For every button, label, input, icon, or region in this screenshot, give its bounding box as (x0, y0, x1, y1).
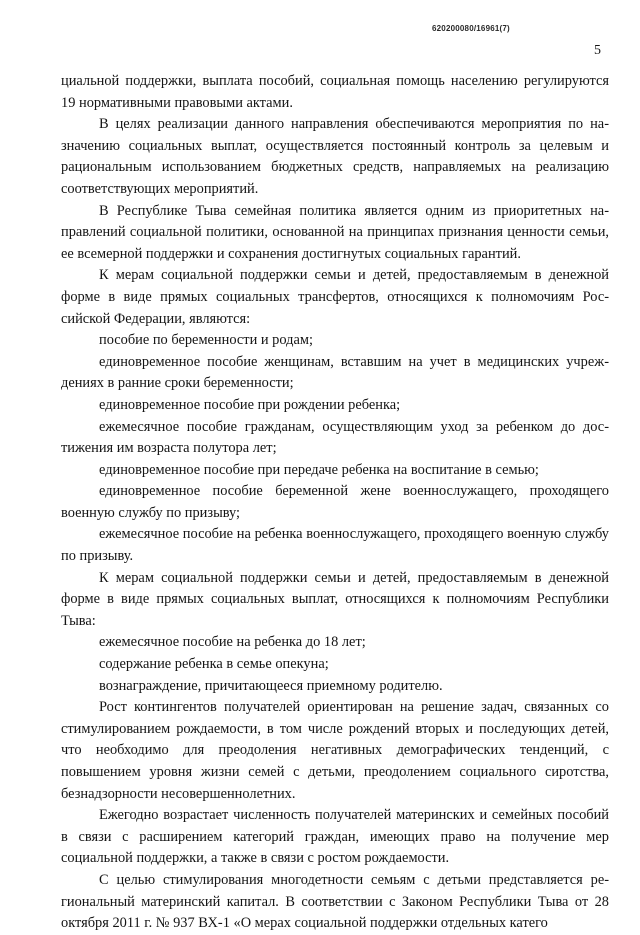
list-item: единовременное пособие при рождении ребенка; (99, 396, 401, 413)
paragraph: К мерам социальной поддержки семьи и детей, предоставляемым в денежной форме в виде прямых социальных трансфертов, относящихся к полномочиям Российской Федерации, являются: (61, 267, 609, 327)
list-item: единовременное пособие беременной жене военнослужащего, проходящего военную службу по призыву; (61, 483, 609, 521)
list-item: ежемесячное пособие на ребенка до 18 лет; (99, 634, 366, 651)
paragraph: Рост контингентов получателей ориентирован на решение задач, связанных со стимулированием рождаемости, в том числе рождений вторых и последующих детей, что необходимо для преодоления негативных демографических тенденций, с повышением уровня жизни семей с детьми, преодолением социального сиротства, безнадзорности несовершеннолетних. (61, 699, 609, 802)
paragraph: циальной поддержки, выплата пособий, социальная помощь населению регулируются 19 нормативными правовыми актами. (61, 73, 609, 111)
list-item: содержание ребенка в семье опекуна; (99, 656, 329, 673)
list-item: пособие по беременности и родам; (99, 332, 313, 349)
document-code: 620200080/16961(7) (432, 24, 510, 33)
list-item: ежемесячное пособие на ребенка военнослужащего, проходящего военную службу по призыву. (61, 526, 609, 565)
list-item: вознаграждение, причитающееся приемному родителю. (99, 677, 443, 694)
paragraph: В целях реализации данного направления обеспечиваются мероприятия по назначению социальных выплат, осуществляется постоянный контроль за целевым и рациональным использованием бюджетных средств, направляемых на реализацию соответствующих мероприятий. (61, 116, 609, 197)
paragraph: Ежегодно возрастает численность получателей материнских и семейных пособий в связи с расширением категорий граждан, имеющих право на получение мер социальной поддержки, а также в связи с ростом рождаемости. (61, 807, 609, 867)
document-body (61, 71, 609, 935)
list-item: единовременное пособие при передаче ребенка на воспитание в семью; (99, 461, 539, 478)
paragraph: В Республике Тыва семейная политика является одним из приоритетных направлений социальной политики, основанной на принципах признания ценности семьи, ее всемерной поддержки и сохранения достигнутых социальных гарантий. (61, 202, 609, 262)
paragraph: С целью стимулирования многодетности семьям с детьми представляется региональный материнский капитал. В соответствии с Законом Республики Тыва от 28 октября 2011 г. № 937 ВХ-1 «О мерах социальной поддержки отдельных катего (61, 871, 609, 932)
list-item: единовременное пособие женщинам, вставшим на учет в медицинских учреждениях в ранние сроки беременности; (61, 353, 609, 392)
page-number: 5 (594, 43, 601, 58)
paragraph: К мерам социальной поддержки семьи и детей, предоставляемым в денежной форме в виде прямых социальных выплат, относящихся к полномочиям Республики Тыва: (61, 569, 609, 629)
list-item: ежемесячное пособие гражданам, осуществляющим уход за ребенком до достижения им возраста полутора лет; (61, 418, 609, 457)
